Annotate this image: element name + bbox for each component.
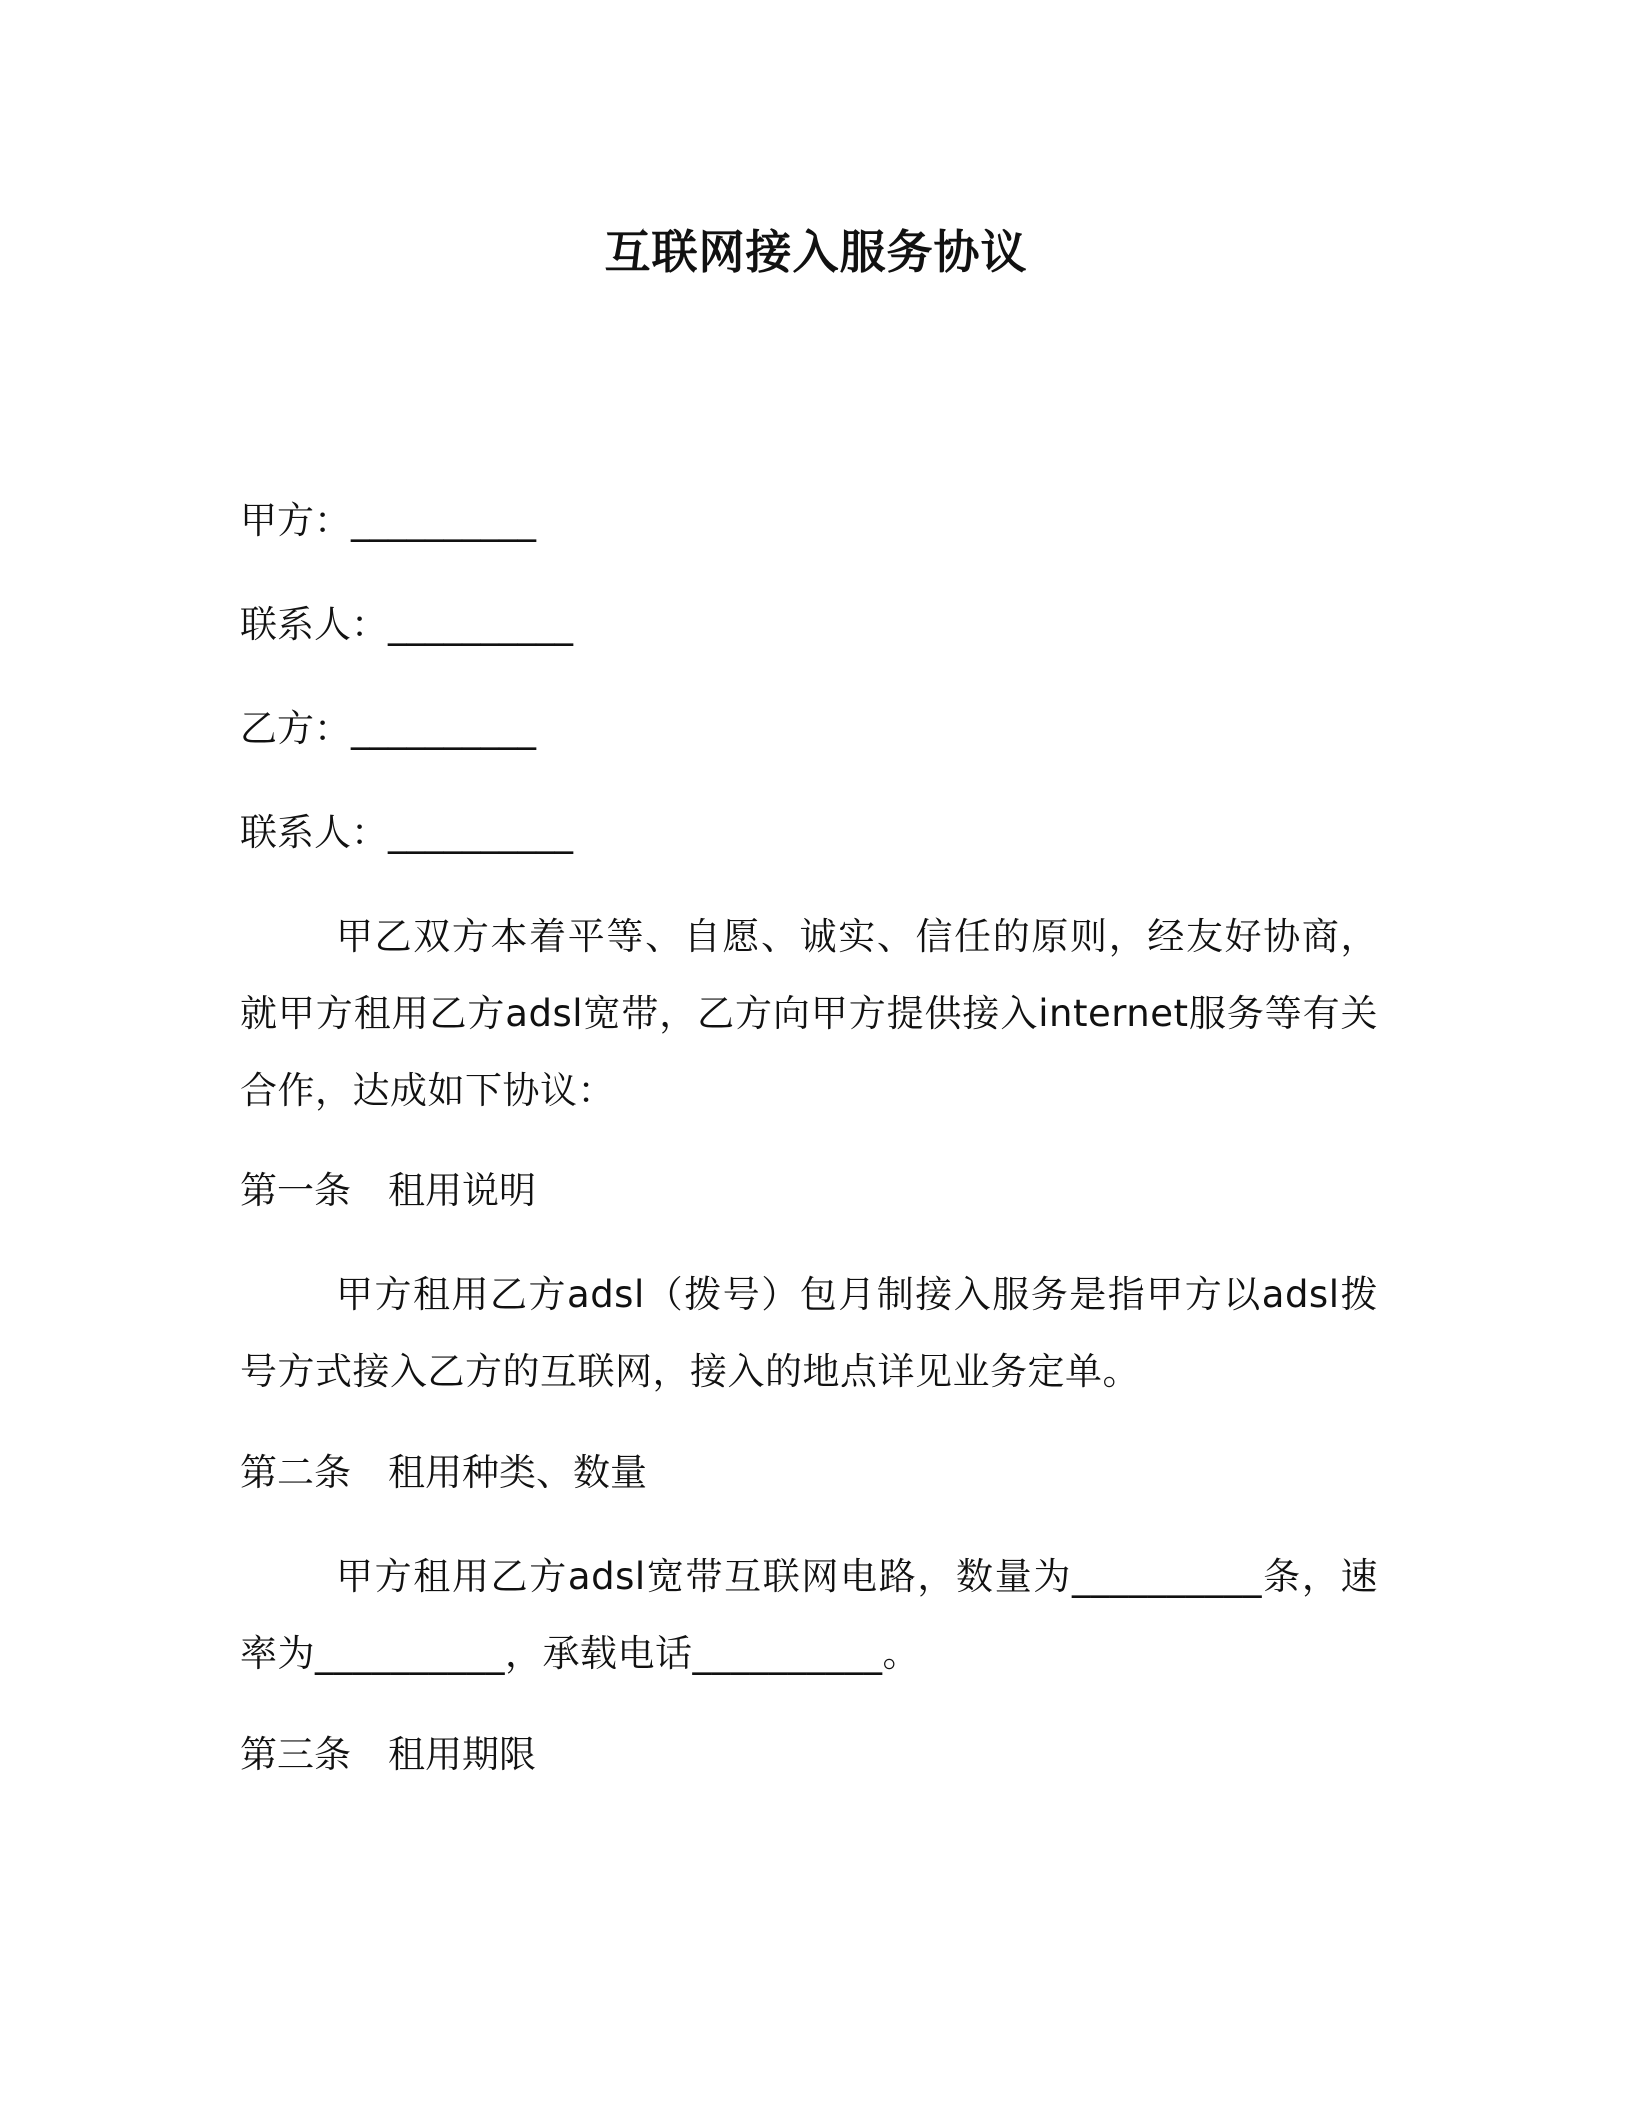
article-2-heading: 第二条 租用种类、数量: [240, 1451, 647, 1494]
document-title: 互联网接入服务协议: [604, 225, 1028, 279]
article-1-body: 甲方租用乙方adsl（拨号）包月制接入服务是指甲方以adsl拨号方式接入乙方的互联网，接入的地点详见业务定单。: [240, 1273, 1378, 1393]
article-2-body: 甲方租用乙方adsl宽带互联网电路，数量为__________条，速率为__________，承载电话__________。: [240, 1555, 1378, 1675]
article-1-heading: 第一条 租用说明: [240, 1169, 536, 1212]
intro-paragraph: 甲乙双方本着平等、自愿、诚实、信任的原则，经友好协商，就甲方租用乙方adsl宽带，乙方向甲方提供接入internet服务等有关合作，达成如下协议：: [240, 915, 1378, 1112]
article-3-heading: 第三条 租用期限: [240, 1733, 536, 1776]
party-a-line: 甲方：__________: [240, 499, 536, 542]
party-a-contact-line: 联系人：__________: [240, 603, 573, 646]
party-b-contact-line: 联系人：__________: [240, 811, 573, 854]
party-b-line: 乙方：__________: [240, 707, 536, 750]
